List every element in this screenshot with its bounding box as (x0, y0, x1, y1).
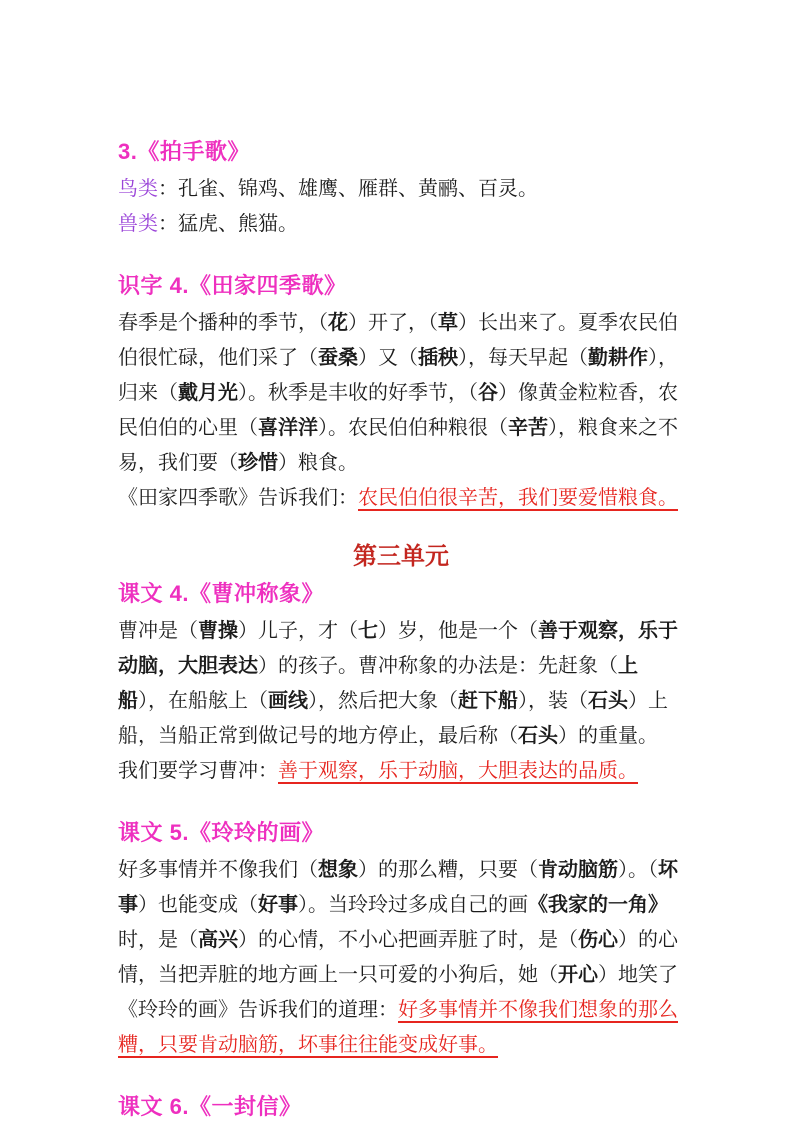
key-word: 好事 (258, 894, 298, 916)
key-word: 辛苦 (508, 417, 548, 439)
key-word: 肯动脑筋 (538, 859, 618, 881)
body-text: 好多事情并不像我们（ (118, 859, 318, 881)
body-text: ：猛虎、熊猫。 (158, 213, 298, 235)
lesson-heading: 课文 5.《玲玲的画》 (118, 820, 324, 845)
body-text: ）的孩子。曹冲称象的办法是：先赶象（ (258, 655, 618, 677)
body-text: ）。当玲玲过多成自己的画 (298, 894, 528, 916)
lesson-heading: 识字 4.《田家四季歌》 (118, 273, 347, 298)
unit-heading: 第三单元 (353, 543, 449, 570)
body-text: ）也能变成（ (138, 894, 258, 916)
body-text: 《玲玲的画》告诉我们的道理： (118, 999, 398, 1021)
lesson-heading: 课文 4.《曹冲称象》 (118, 581, 324, 606)
key-word: 插秧 (418, 347, 458, 369)
lesson-heading: 3.《拍手歌》 (118, 139, 250, 164)
key-word: 戴月光 (178, 382, 238, 404)
body-text: ）粮食。 (278, 452, 358, 474)
key-word: 想象 (318, 859, 358, 881)
key-word: 珍惜 (238, 452, 278, 474)
key-word: 伤心 (578, 929, 618, 951)
lesson-heading: 课文 6.《一封信》 (118, 1094, 302, 1119)
body-text: ）。（ (618, 859, 658, 881)
body-text: ）的心情，不小心把画弄脏了时，是（ (238, 929, 578, 951)
key-word: 高兴 (198, 929, 238, 951)
body-text: ）岁，他是一个（ (378, 620, 538, 642)
key-word: 曹操 (198, 620, 238, 642)
body-text: ）的心情，当把弄脏的地方画上一只可爱的小狗后，她（ (118, 929, 678, 986)
body-text: 《田家四季歌》告诉我们： (118, 487, 358, 509)
key-word: 喜洋洋 (258, 417, 318, 439)
category-label: 鸟类 (118, 178, 158, 200)
key-word: 勤耕作 (588, 347, 648, 369)
body-text: ），粮食来之不易，我们要（ (118, 417, 678, 474)
answer-text: 善于观察，乐于动脑，大胆表达的品质。 (278, 760, 638, 782)
body-text: ）地笑了 (598, 964, 678, 986)
answer-text: 好多事情并不像我们想象的那么糟，只要肯动脑筋，坏事往往能变成好事。 (118, 999, 678, 1056)
body-text: ）上船，当船正常到做记号的地方停止，最后称（ (118, 690, 668, 747)
key-word: 赶下船 (458, 690, 518, 712)
key-word: 《我家的一角》 (528, 894, 668, 916)
body-text: ）的重量。 (558, 725, 658, 747)
study-notes-page (118, 138, 684, 1127)
body-text: 时，是（ (118, 929, 198, 951)
paragraph (118, 993, 684, 1063)
key-word: 蚕桑 (318, 347, 358, 369)
body-text: ），装（ (518, 690, 588, 712)
key-word: 草 (438, 312, 458, 334)
key-word: 石头 (518, 725, 558, 747)
paragraph (118, 306, 684, 481)
body-text: ：孔雀、锦鸡、雄鹰、雁群、黄鹂、百灵。 (158, 178, 538, 200)
body-text: ）开了，（ (348, 312, 438, 334)
key-word: 石头 (588, 690, 628, 712)
body-text: 我们要学习曹冲： (118, 760, 278, 782)
body-text: ），每天早起（ (458, 347, 588, 369)
paragraph (118, 754, 684, 789)
body-text: 春季是个播种的季节，（ (118, 312, 328, 334)
key-word: 善于观察，乐于动脑，大胆表达 (118, 620, 678, 677)
body-text: ）又（ (358, 347, 418, 369)
key-word: 谷 (478, 382, 498, 404)
key-word: 坏事 (118, 859, 678, 916)
paragraph (118, 614, 684, 754)
body-text: ）。农民伯伯种粮很（ (318, 417, 508, 439)
key-word: 开心 (558, 964, 598, 986)
body-text: ），然后把大象（ (308, 690, 458, 712)
paragraph (118, 172, 684, 207)
category-label: 兽类 (118, 213, 158, 235)
body-text: 曹冲是（ (118, 620, 198, 642)
body-text: ）长出来了。夏季农民伯伯很忙碌，他们采了（ (118, 312, 678, 369)
paragraph (118, 481, 684, 516)
key-word: 花 (328, 312, 348, 334)
paragraph (118, 853, 684, 993)
body-text: ）儿子，才（ (238, 620, 358, 642)
key-word: 上船 (118, 655, 638, 712)
body-text: ），在船舷上（ (138, 690, 268, 712)
paragraph (118, 207, 684, 242)
body-text: ），归来（ (118, 347, 678, 404)
body-text: ）。秋季是丰收的好季节，（ (238, 382, 478, 404)
key-word: 七 (358, 620, 378, 642)
body-text: ）像黄金粒粒香，农民伯伯的心里（ (118, 382, 678, 439)
key-word: 画线 (268, 690, 308, 712)
answer-text: 农民伯伯很辛苦，我们要爱惜粮食。 (358, 487, 678, 509)
body-text: ）的那么糟，只要（ (358, 859, 538, 881)
